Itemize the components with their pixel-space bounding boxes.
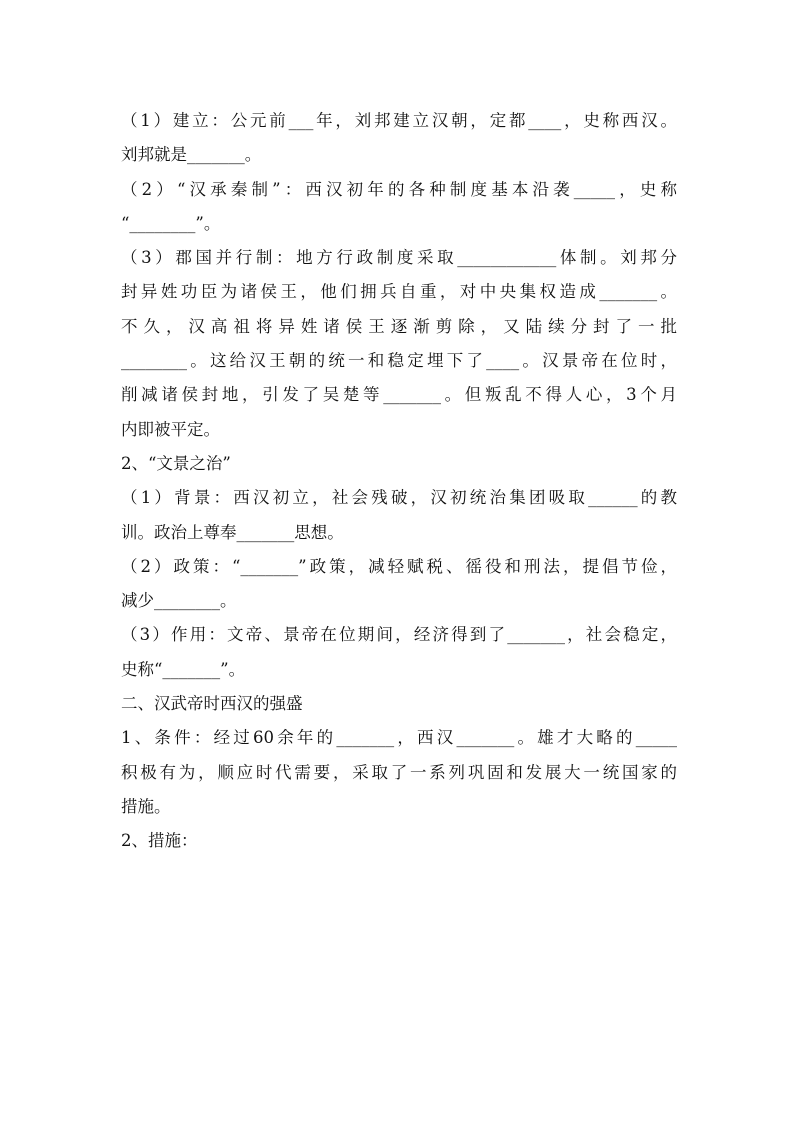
text-line: 刘邦就是_______。 — [121, 145, 262, 165]
text-line: （1）建立：公元前___年，刘邦建立汉朝，定都____，史称西汉。 — [121, 111, 677, 130]
document-body — [121, 104, 677, 859]
section-heading: 2、措施： — [121, 831, 198, 851]
text-line: 不久，汉高祖将异姓诸侯王逐渐剪除，又陆续分封了一批 — [121, 316, 677, 336]
text-line: （3）郡国并行制：地方行政制度采取____________体制。刘邦分 — [121, 248, 677, 268]
text-line: 削减诸侯封地，引发了吴楚等_______。但叛乱不得人心，3个月 — [121, 385, 677, 405]
text-line: 1、条件：经过60余年的_______，西汉_______。雄才大略的_____ — [121, 728, 677, 748]
text-line: “________”。 — [121, 213, 221, 233]
text-line: （2）政策：“_______”政策，减轻赋税、徭役和刑法，提倡节俭， — [121, 556, 677, 576]
text-line: （1）背景：西汉初立，社会残破，汉初统治集团吸取______的教 — [121, 488, 677, 508]
text-line: 训。政治上尊奉_______思想。 — [121, 522, 344, 542]
text-line: 积极有为，顺应时代需要，采取了一系列巩固和发展大一统国家的 — [121, 762, 677, 782]
text-line: （3）作用：文帝、景帝在位期间，经济得到了_______，社会稳定， — [121, 625, 677, 645]
text-line: 措施。 — [121, 796, 171, 816]
text-line: 封异姓功臣为诸侯王，他们拥兵自重，对中央集权造成_______。 — [121, 282, 677, 302]
text-line: 减少________。 — [121, 591, 237, 611]
text-line: （2）“汉承秦制”：西汉初年的各种制度基本沿袭_____，史称 — [121, 179, 677, 199]
section-heading: 2、“文景之治” — [121, 453, 231, 473]
text-line: 内即被平定。 — [121, 419, 220, 439]
text-line: 史称“_______”。 — [121, 659, 246, 679]
text-line: ________。这给汉王朝的统一和稳定埋下了____。汉景帝在位时， — [121, 351, 677, 371]
section-heading: 二、汉武帝时西汉的强盛 — [121, 694, 303, 714]
